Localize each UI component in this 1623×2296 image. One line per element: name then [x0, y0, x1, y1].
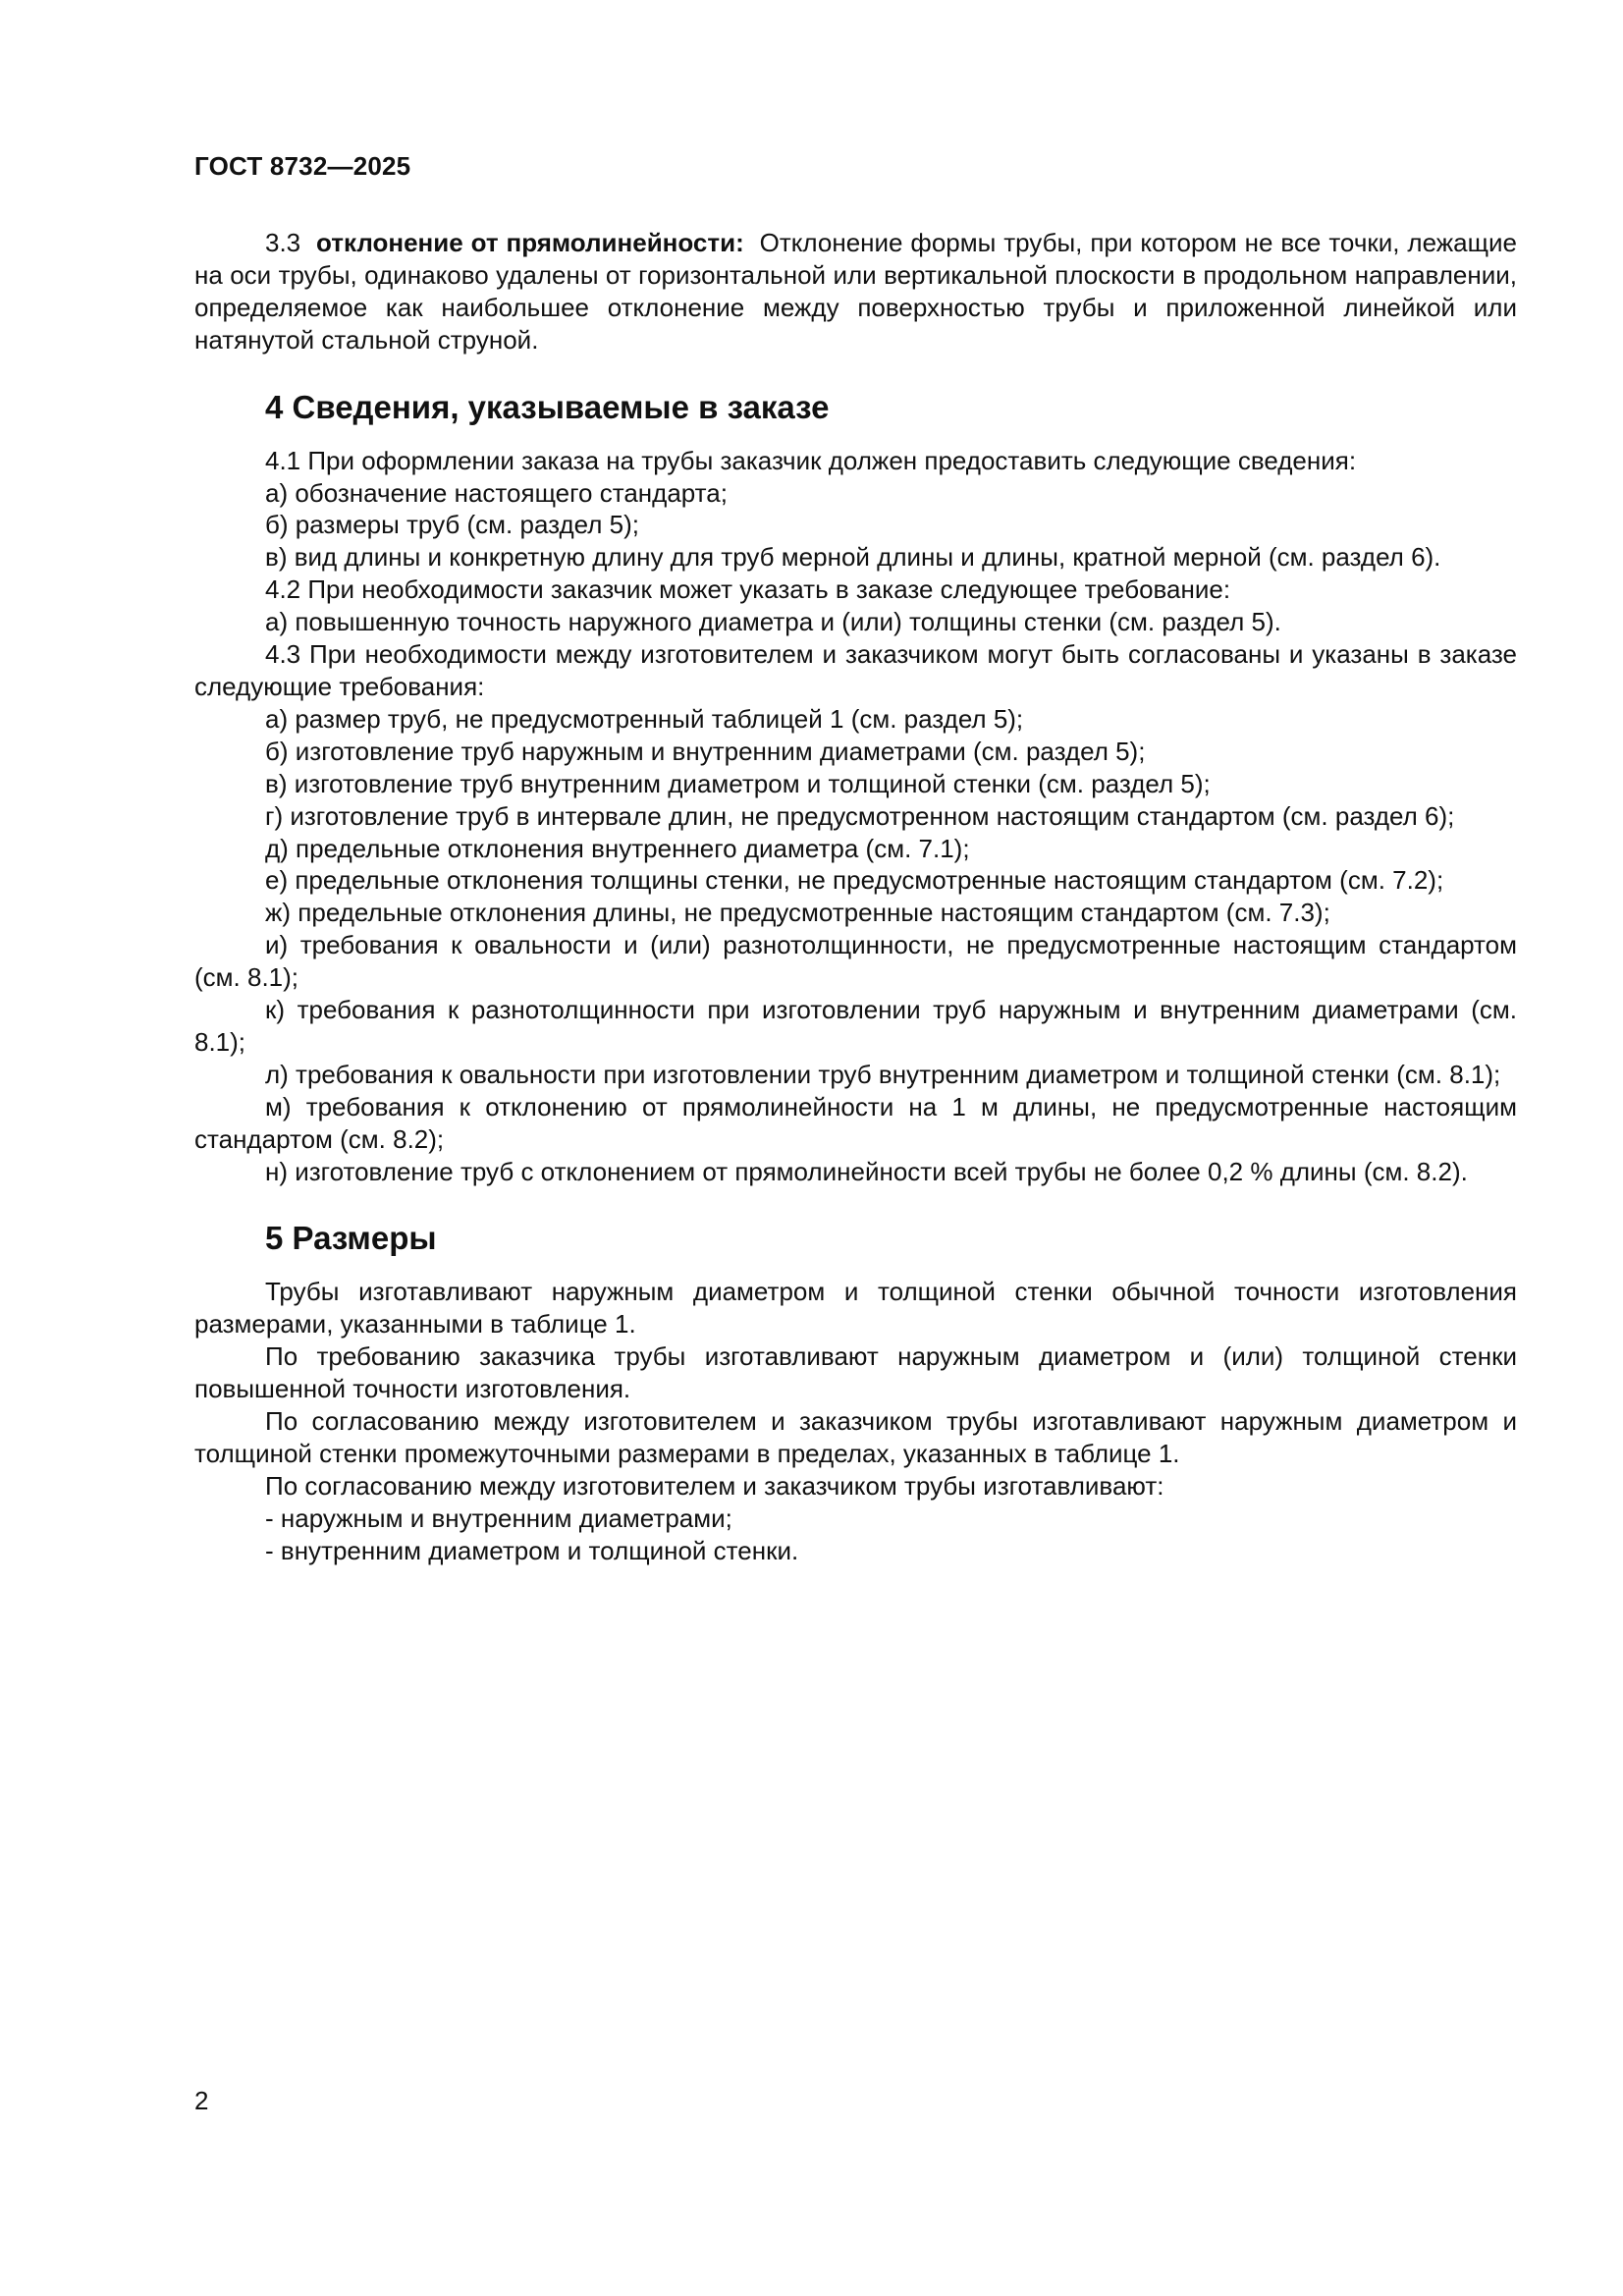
list-item: ж) предельные отклонения длины, не предусмотренные настоящим стандартом (см. 7.3);: [265, 898, 1330, 928]
list-item: а) обозначение настоящего стандарта;: [265, 477, 728, 508]
list-item: а) размер труб, не предусмотренный таблицей 1 (см. раздел 5);: [265, 703, 1024, 734]
clause-number: 3.3: [265, 228, 301, 257]
list-item: г) изготовление труб в интервале длин, не предусмотренном настоящим стандартом (см. раздел 6);: [265, 800, 1455, 831]
list-item: к) требования к разнотолщинности при изготовлении труб наружным и внутренним диаметрами (см. 8.1);: [194, 995, 1517, 1057]
list-item: м) требования к отклонению от прямолинейности на 1 м длины, не предусмотренные настоящим стандартом (см. 8.2);: [194, 1091, 1517, 1154]
paragraph: По согласованию между изготовителем и заказчиком трубы изготавливают:: [265, 1470, 1164, 1501]
clause-3-3: [194, 227, 1517, 356]
page-number: 2: [194, 2086, 209, 2115]
list-item: и) требования к овальности и (или) разнотолщинности, не предусмотренные настоящим стандартом (см. 8.1);: [194, 930, 1517, 993]
section-5-heading: 5 Размеры: [265, 1220, 437, 1257]
paragraph-4-3: 4.3 При необходимости между изготовителем и заказчиком могут быть согласованы и указаны в заказе следующие требования:: [194, 639, 1517, 701]
list-item: д) предельные отклонения внутреннего диаметра (см. 7.1);: [265, 833, 970, 863]
page-content: [194, 227, 1517, 1567]
list-item: е) предельные отклонения толщины стенки, не предусмотренные настоящим стандартом (см. 7.2);: [265, 865, 1444, 896]
section-4-body: [194, 445, 1517, 1188]
paragraph: Трубы изготавливают наружным диаметром и толщиной стенки обычной точности изготовления размерами, указанными в таблице 1.: [194, 1277, 1517, 1339]
term-name: отклонение от прямолинейности:: [316, 228, 744, 257]
paragraph: По требованию заказчика трубы изготавливают наружным диаметром и (или) толщиной стенки повышенной точности изготовления.: [194, 1341, 1517, 1404]
document-code: ГОСТ 8732—2025: [194, 151, 411, 181]
section-5-body: [194, 1276, 1517, 1566]
list-item: н) изготовление труб с отклонением от прямолинейности всей трубы не более 0,2 % длины (см. 8.2).: [265, 1156, 1468, 1186]
paragraph: По согласованию между изготовителем и заказчиком трубы изготавливают наружным диаметром и толщиной стенки промежуточными размерами в пределах, указанных в таблице 1.: [194, 1406, 1517, 1468]
list-item: б) размеры труб (см. раздел 5);: [265, 510, 639, 540]
paragraph-4-2: 4.2 При необходимости заказчик может указать в заказе следующее требование:: [265, 574, 1231, 605]
list-item: в) вид длины и конкретную длину для труб мерной длины и длины, кратной мерной (см. раздел 6).: [265, 542, 1441, 573]
list-item: а) повышенную точность наружного диаметра и (или) толщины стенки (см. раздел 5).: [265, 607, 1281, 637]
list-item: б) изготовление труб наружным и внутренним диаметрами (см. раздел 5);: [265, 736, 1146, 766]
section-4-heading: 4 Сведения, указываемые в заказе: [265, 388, 830, 425]
list-item: в) изготовление труб внутренним диаметром и толщиной стенки (см. раздел 5);: [265, 768, 1211, 798]
paragraph-4-1: 4.1 При оформлении заказа на трубы заказчик должен предоставить следующие сведения:: [265, 445, 1357, 475]
list-item: л) требования к овальности при изготовлении труб внутренним диаметром и толщиной стенки (см. 8.1);: [265, 1059, 1501, 1089]
list-item: - наружным и внутренним диаметрами;: [265, 1503, 732, 1533]
list-item: - внутренним диаметром и толщиной стенки.: [265, 1535, 799, 1565]
term-definition: Отклонение формы трубы, при котором не все точки, лежащие на оси трубы, одинаково удалены от горизонтальной или вертикальной плоскости в продольном направлении, определяемое как наибольшее отклонение между поверхностью трубы и приложенной линейкой или натянутой стальной струной.: [194, 228, 1517, 355]
